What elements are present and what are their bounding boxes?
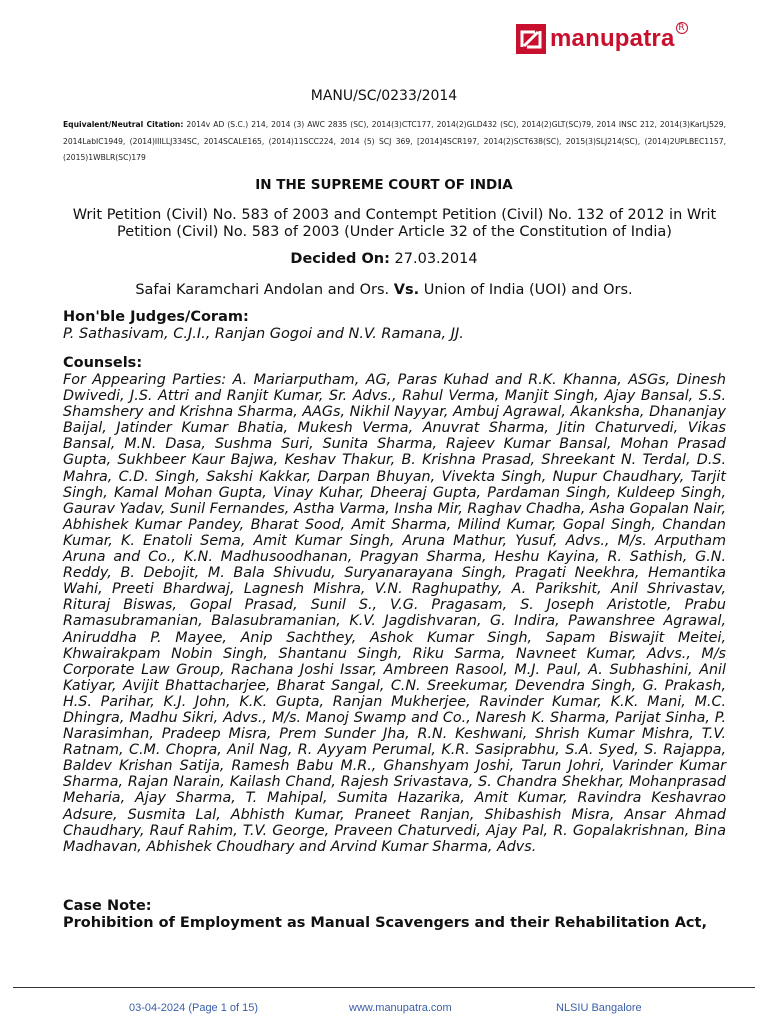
decided-on: [0, 251, 768, 267]
case-note-heading: Case Note:: [63, 898, 152, 914]
equivalent-citation-label: Equivalent/Neutral Citation:: [63, 120, 184, 129]
decided-on-label: Decided On:: [290, 251, 390, 267]
counsels-heading: Counsels:: [63, 355, 143, 371]
citation-id: MANU/SC/0233/2014: [310, 88, 458, 104]
respondent: Union of India (UOI) and Ors.: [423, 282, 633, 298]
registered-mark-icon: R: [676, 22, 688, 34]
case-parties: [0, 282, 768, 298]
judges-names: P. Sathasivam, C.J.I., Ranjan Gogoi and N.V. Ramana, JJ.: [63, 326, 464, 342]
footer-divider: [13, 987, 755, 988]
manupatra-logo: [516, 22, 688, 56]
manupatra-logo-icon: [516, 24, 546, 54]
decided-on-date: 27.03.2014: [394, 251, 478, 267]
judges-heading: Hon'ble Judges/Coram:: [63, 309, 249, 325]
equivalent-citation: [63, 117, 726, 167]
footer-date-page: 03-04-2024 (Page 1 of 15): [129, 1002, 259, 1014]
footer-institution: NLSIU Bangalore: [556, 1002, 642, 1014]
footer-website-link[interactable]: www.manupatra.com: [349, 1002, 452, 1014]
case-note-text: Prohibition of Employment as Manual Scavengers and their Rehabilitation Act,: [63, 915, 707, 931]
counsels-text: For Appearing Parties: A. Mariarputham, AG, Paras Kuhad and R.K. Khanna, ASGs, Dinesh Dwivedi, J.S. Attri and Ranjit Kumar, Sr. Advs., Rahul Verma, Manjit Singh, Ajay Bansal, S.S. Shamshery and Krishna Sharma, AAGs, Nikhil Nayyar, Ambuj Agrawal, Akanksha, Dhananjay Baijal, Jatinder Kumar Bhatia, Mukesh Verma, Anuvrat Sharma, Jitin Chaturvedi, Vikas Bansal, M.N. Dasa, Sushma Suri, Sunita Sharma, Rajeev Kumar Bansal, Mohan Prasad Gupta, Sukhbeer Kaur Bajwa, Keshav Thakur, B. Krishna Prasad, Shreekant N. Terdal, D.S. Mahra, C.D. Singh, Sakshi Kakkar, Darpan Bhuyan, Vivekta Singh, Nupur Chaudhary, Tarjit Singh, Kamal Mohan Gupta, Vinay Kuhar, Dheeraj Gupta, Pardaman Singh, Kuldeep Singh, Gaurav Yadav, Sunil Fernandes, Astha Varma, Insha Mir, Raghav Chadha, Asha Gopalan Nair, Abhishek Kumar Pandey, Bharat Sood, Amit Sharma, Milind Kumar, Gopal Singh, Chandan Kumar, K. Enatoli Sema, Amit Kumar Singh, Aruna Mathur, Yusuf, Advs., M/s. Arputham Aruna and Co., K.N. Madhusoodhanan, Pragyan Sharma, Heshu Kayina, R. Sathish, G.N. Reddy, B. Debojit, M. Bala Shivudu, Suryanarayana Singh, Pragati Neekhra, Hemantika Wahi, Preeti Bhardwaj, Lagnesh Mishra, V.N. Raghupathy, A. Parikshit, Anil Shrivastav, Rituraj Biswas, Gopal Prasad, Sunil S., V.G. Pragasam, S. Joseph Aristotle, Prabu Ramasubramanian, Balasubramanian, K.V. Jagdishvaran, G. Indira, Pawanshree Agrawal, Aniruddha P. Mayee, Anip Sachthey, Ashok Kumar Singh, Sapam Biswajit Meitei, Khwairakpam Nobin Singh, Shantanu Singh, Riku Sarma, Navneet Kumar, Advs., M/s Corporate Law Group, Rachana Joshi Issar, Ambreen Rasool, M.J. Paul, A. Subhashini, Anil Katiyar, Avijit Bhattacharjee, Bharat Sangal, C.N. Sreekumar, Devendra Singh, G. Prakash, H.S. Parihar, K.J. John, K.K. Gupta, Ranjan Mukherjee, Ravinder Kumar, K.K. Mani, M.C. Dhingra, Madhu Sikri, Advs., M/s. Manoj Swamp and Co., Naresh K. Sharma, Parijat Sinha, P. Narasimhan, Pradeep Misra, Prem Sunder Jha, R.N. Keshwani, Shrish Kumar Mishra, T.V. Ratnam, C.M. Chopra, Anil Nag, R. Ayyam Perumal, K.R. Sasiprabhu, S.A. Syed, S. Rajappa, Baldev Krishan Satija, Ramesh Babu M.R., Ghanshyam Joshi, Tarun Johri, Varinder Kumar Sharma, Rajan Narain, Kailash Chand, Rajesh Srivastava, S. Chandra Shekhar, Mohanprasad Meharia, Ajay Sharma, T. Mahipal, Sumita Hazarika, Amit Kumar, Ravindra Keshavrao Adsure, Susmita Lal, Abhisth Kumar, Praneet Ranjan, Shibashish Misra, Ansar Ahmad Chaudhary, Rauf Rahim, T.V. George, Praveen Chaturvedi, Ajay Pal, R. Gopalakrishnan, Bina Madhavan, Abhishek Choudhary and Arvind Kumar Sharma, Advs.: [63, 372, 726, 855]
court-name: IN THE SUPREME COURT OF INDIA: [255, 177, 513, 193]
writ-petition: Writ Petition (Civil) No. 583 of 2003 and Contempt Petition (Civil) No. 132 of 2012 in Writ Petition (Civil) No. 583 of 2003 (Under Article 32 of the Constitution of India): [72, 207, 717, 240]
equivalent-citation-text: 2014v AD (S.C.) 214, 2014 (3) AWC 2835 (SC), 2014(3)CTC177, 2014(2)GLD432 (SC), 2014(2)GLT(SC)79, 2014 INSC 212, 2014(3)KarLJ529, 2014LabIC1949, (2014)IIILLJ334SC, 2014SCALE165, (2014)11SCC224, 2014 (5) SCJ 369, [2014]4SCR197, 2014(2)SCT638(SC), 2015(3)SLJ214(SC), (2014)2UPLBEC1157, (2015)1WBLR(SC)179: [63, 120, 726, 162]
versus: Vs.: [393, 282, 420, 298]
manupatra-logo-text: manupatra: [550, 25, 675, 52]
petitioner: Safai Karamchari Andolan and Ors.: [135, 282, 390, 298]
